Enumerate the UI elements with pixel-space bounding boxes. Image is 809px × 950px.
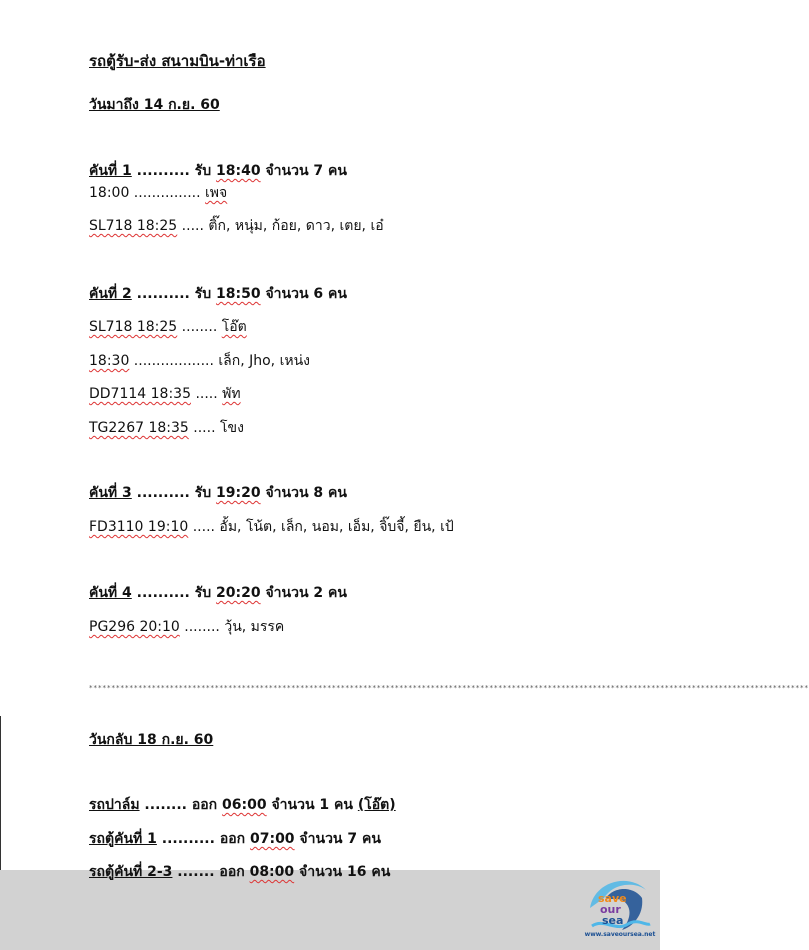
pickup-word: รับ xyxy=(194,485,216,501)
passenger-names: อั้ม, โน้ต, เล็ก, นอม, เอ็ม, จิ๊บจี้, ยืน, เป้ xyxy=(219,519,454,535)
pickup-time: 18:50 xyxy=(216,286,261,302)
return-heading: วันกลับ 18 ก.ย. 60 xyxy=(89,732,214,748)
leader-dots: .......... xyxy=(131,585,195,601)
leader-dots: ..... xyxy=(188,420,220,436)
logo-word-our: our xyxy=(600,903,621,916)
passenger-names: เพจ xyxy=(205,185,228,201)
van-3-header xyxy=(89,484,347,502)
depart-time: 08:00 xyxy=(249,864,295,880)
leader-dots: ..... xyxy=(177,218,209,234)
passenger-count: จำนวน 6 คน xyxy=(260,286,347,302)
passenger-row xyxy=(89,419,244,437)
pickup-time: 19:20 xyxy=(216,485,261,501)
document-title: รถตู้รับ-ส่ง สนามบิน-ท่าเรือ xyxy=(89,52,266,70)
passenger-row xyxy=(89,618,284,636)
passenger-names: โอ๊ต xyxy=(221,319,247,335)
van-label: คันที่ 4 xyxy=(89,585,132,601)
passenger-row xyxy=(89,217,384,235)
passenger-row xyxy=(89,318,247,336)
passenger-names: ติ๊ก, หนุ่ม, ก้อย, ดาว, เตย, เอ๋ xyxy=(208,218,384,234)
flight-info: FD3110 19:10 xyxy=(89,519,189,535)
return-vehicle-row xyxy=(89,863,390,881)
van-1-header xyxy=(89,162,347,180)
arrival-heading: วันมาถึง 14 ก.ย. 60 xyxy=(89,97,220,113)
save-our-sea-logo xyxy=(584,868,654,940)
pickup-word: รับ xyxy=(194,163,216,179)
van-label: คันที่ 1 xyxy=(89,163,132,179)
passenger-count: จำนวน 1 คน xyxy=(266,797,358,813)
flight-info: 18:30 xyxy=(89,353,130,369)
passenger-names: เล็ก, Jho, เหน่ง xyxy=(218,353,311,369)
passenger-names: พัท xyxy=(222,386,241,402)
passenger-row xyxy=(89,385,241,403)
depart-time: 07:00 xyxy=(249,831,295,847)
flight-info: PG296 20:10 xyxy=(89,619,180,635)
passenger-count: จำนวน 7 คน xyxy=(260,163,347,179)
van-label: คันที่ 3 xyxy=(89,485,132,501)
leader-dots: ........ xyxy=(139,797,192,813)
leader-dots: .................. xyxy=(129,353,219,369)
leader-dots: .......... xyxy=(156,831,220,847)
passenger-count: จำนวน 8 คน xyxy=(260,485,347,501)
depart-time: 06:00 xyxy=(222,797,267,813)
flight-info: TG2267 18:35 xyxy=(89,420,189,436)
passenger-row xyxy=(89,184,227,202)
bottom-shaded-band xyxy=(0,870,660,950)
leader-dots: .......... xyxy=(131,163,195,179)
flight-info: SL718 18:25 xyxy=(89,319,178,335)
passenger-row xyxy=(89,352,310,370)
passenger-names: โขง xyxy=(219,420,244,436)
pickup-word: รับ xyxy=(194,585,216,601)
passenger-count: จำนวน 7 คน xyxy=(294,831,381,847)
passenger-row xyxy=(89,518,454,536)
van-2-header xyxy=(89,285,347,303)
return-vehicle-row xyxy=(89,830,381,848)
flight-info: DD7114 18:35 xyxy=(89,386,191,402)
passenger-names: วุ้น, มรรค xyxy=(224,619,285,635)
depart-word: ออก xyxy=(191,797,223,813)
pickup-time: 18:40 xyxy=(216,163,261,179)
depart-word: ออก xyxy=(219,864,250,880)
leader-dots: ..... xyxy=(188,519,220,535)
flight-info: 18:00 xyxy=(89,185,130,201)
leader-dots: ........ xyxy=(177,319,222,335)
van-4-header xyxy=(89,584,347,602)
return-vehicle-row xyxy=(89,796,396,814)
leader-dots: ........ xyxy=(179,619,225,635)
vehicle-label: รถตู้คันที่ 1 xyxy=(89,831,157,847)
section-separator: **************************************************************************************************************************************************************** xyxy=(89,684,809,692)
passenger-count: จำนวน 16 คน xyxy=(294,864,391,880)
van-label: คันที่ 2 xyxy=(89,286,132,302)
depart-word: ออก xyxy=(219,831,250,847)
leader-dots: ............... xyxy=(129,185,206,201)
leader-dots: ..... xyxy=(191,386,223,402)
leader-dots: .......... xyxy=(131,485,195,501)
leader-dots: .......... xyxy=(131,286,195,302)
vehicle-note: (โอ๊ต) xyxy=(357,797,396,813)
leader-dots: ....... xyxy=(172,864,220,880)
vehicle-label: รถตู้คันที่ 2-3 xyxy=(89,864,173,880)
vehicle-label: รถปาล์ม xyxy=(89,797,140,813)
logo-url: www.saveoursea.net xyxy=(584,931,656,938)
passenger-count: จำนวน 2 คน xyxy=(260,585,347,601)
flight-info: SL718 18:25 xyxy=(89,218,178,234)
logo-word-sea: sea xyxy=(602,914,624,927)
pickup-word: รับ xyxy=(194,286,216,302)
logo-word-save: save xyxy=(598,892,627,905)
pickup-time: 20:20 xyxy=(216,585,261,601)
